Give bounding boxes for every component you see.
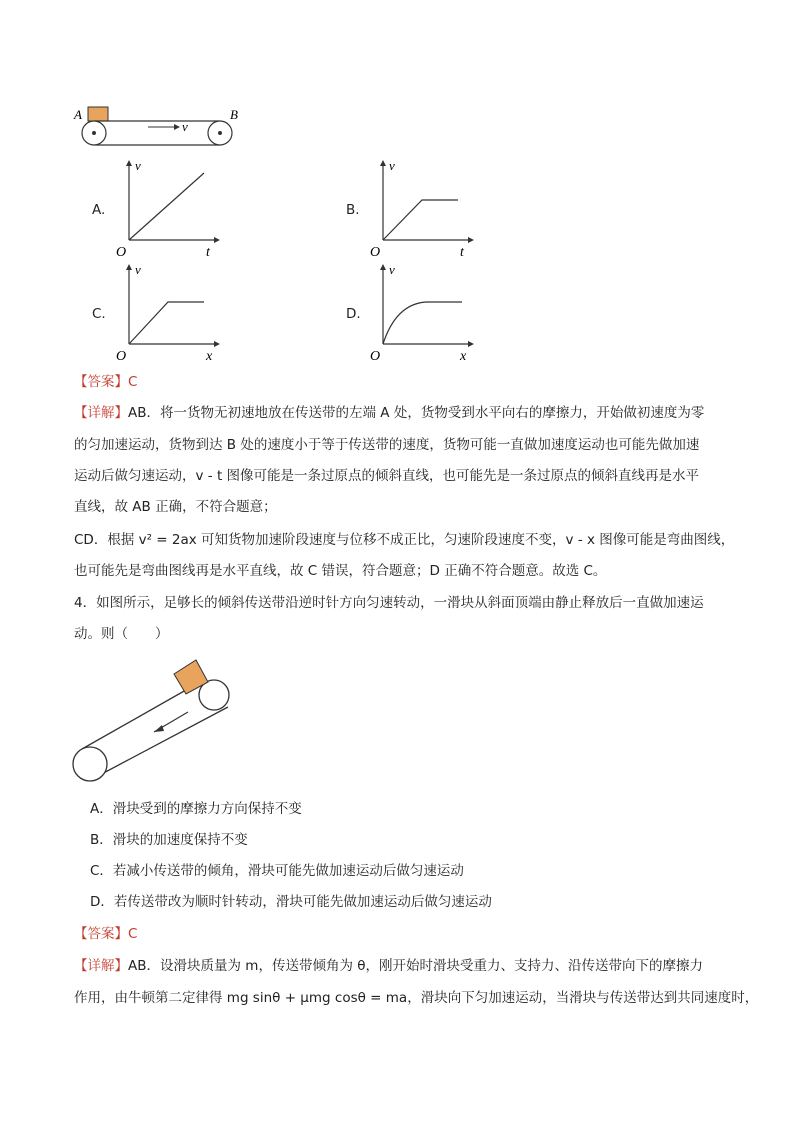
graph-b-curve [383,200,458,240]
q4-detail-tag: 【详解】 [74,958,128,974]
q3-answer: C [128,374,138,390]
q4-detail-line-1: 【详解】AB．设滑块质量为 m，传送带倾角为 θ，刚开始时滑块受重力、支持力、沿传送带向下的摩擦力 [74,958,703,974]
q4-answer: C [128,926,138,942]
q4-option-d: D．若传送带改为顺时针转动，滑块可能先做加速运动后做匀速运动 [90,894,492,910]
q4-stem-line-2: 动。则（ ） [74,626,169,642]
q3-detail-line-1: 【详解】AB．将一货物无初速地放在传送带的左端 A 处，货物受到水平向右的摩擦力，开始做初速度为零 [74,405,705,421]
q4-detail-line-2: 作用，由牛顿第二定律得 mg sinθ + μmg cosθ = ma，滑块向下匀加速运动，当滑块与传送带达到共同速度时， [74,990,759,1006]
graph-a-curve [129,173,204,240]
graph-c [112,262,222,364]
graph-d [366,262,476,364]
cargo-block [88,107,108,121]
q3-detail-line-5: CD．根据 v² = 2ax 可知货物加速阶段速度与位移不成正比，匀速阶段速度不变，v - x 图像可能是弯曲图线， [74,532,735,548]
q3-detail-line-2: 的匀加速运动，货物到达 B 处的速度小于等于传送带的速度，货物可能一直做加速度运动也可能先做加速 [74,437,700,453]
graph-b-yvar: v [389,158,395,173]
q3-answer-line [74,373,137,391]
q3-detail-line-3: 运动后做匀速运动，v - t 图像可能是一条过原点的倾斜直线，也可能先是一条过原点的倾斜直线再是水平 [74,468,700,484]
option-d-letter: D. [346,306,361,322]
graph-a [112,158,222,260]
horizontal-belt-figure [70,100,250,152]
belt-label-a: A [74,107,82,122]
option-b-letter: B. [346,202,360,218]
q3-detail-tag: 【详解】 [74,405,128,421]
graph-a-yvar: v [135,158,141,173]
q4-option-a: A．滑块受到的摩擦力方向保持不变 [90,801,302,817]
q4-option-c: C．若减小传送带的倾角，滑块可能先做加速运动后做匀速运动 [90,863,464,879]
q3-detail-line-4: 直线，故 AB 正确，不符合题意； [74,499,277,515]
graph-d-yvar: v [389,262,395,277]
graph-c-yvar: v [135,262,141,277]
graph-b [366,158,476,260]
graph-d-xvar: x [460,349,467,364]
bottom-pulley [73,747,107,781]
graph-c-origin: O [116,349,127,364]
graph-a-xvar: t [206,245,210,260]
graph-d-curve [383,302,462,344]
inclined-belt-figure [70,652,240,784]
q4-answer-tag: 【答案】 [74,926,128,942]
q4-answer-line [74,925,137,943]
graph-b-origin: O [370,245,381,260]
option-c-letter: C. [92,306,106,322]
q4-option-b: B．滑块的加速度保持不变 [90,832,248,848]
belt-label-v: v [182,119,188,134]
q3-detail-line-6: 也可能先是弯曲图线再是水平直线，故 C 错误，符合题意；D 正确不符合题意。故选 C。 [74,563,607,579]
q4-stem-line-1: 4．如图所示，足够长的倾斜传送带沿逆时针方向匀速转动，一滑块从斜面顶端由静止释放后一直做加速运 [74,595,704,611]
graph-d-origin: O [370,349,381,364]
q3-answer-tag: 【答案】 [74,374,128,390]
graph-a-origin: O [116,245,127,260]
graph-b-xvar: t [460,245,464,260]
graph-c-xvar: x [206,349,213,364]
graph-c-curve [129,302,204,344]
belt-label-b: B [230,107,238,122]
option-a-letter: A. [92,202,106,218]
